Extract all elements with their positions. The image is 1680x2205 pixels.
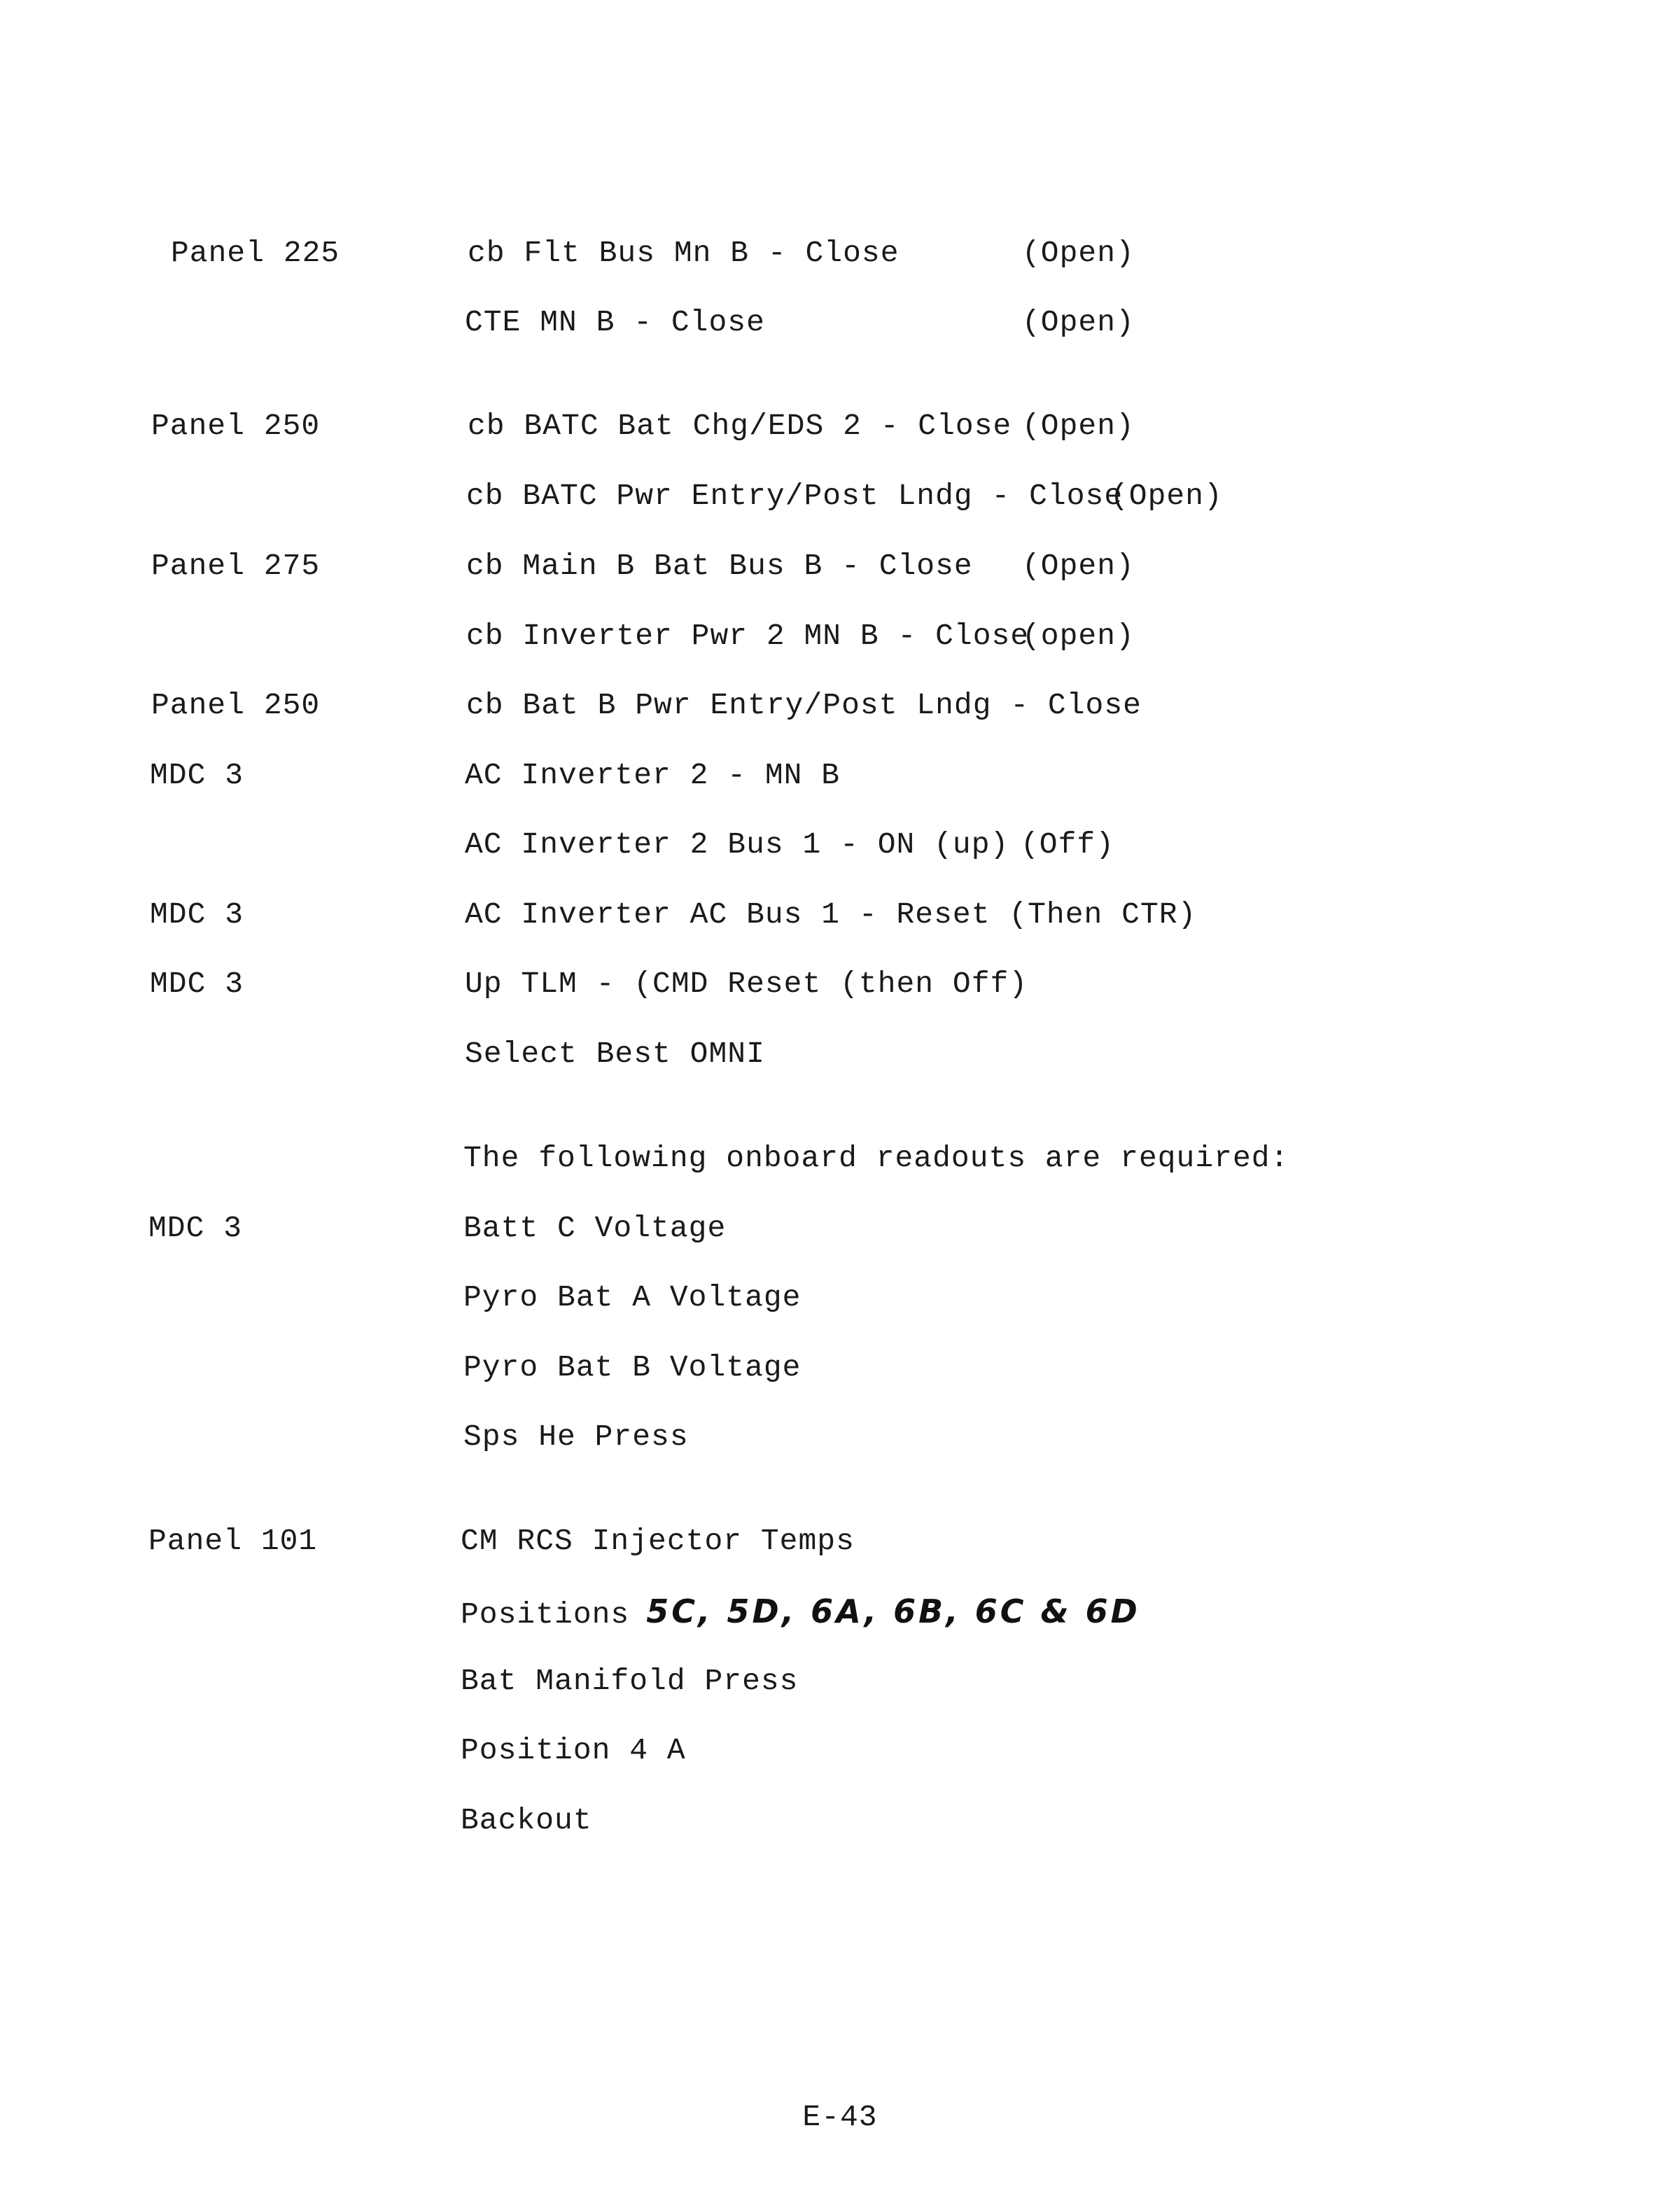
prior-state: (Open) <box>1022 236 1135 270</box>
step-text: cb Inverter Pwr 2 MN B - Close <box>466 619 1030 653</box>
section-heading: The following onboard readouts are required: <box>463 1141 1289 1175</box>
panel-label: Panel 250 <box>151 688 321 722</box>
page-number: E-43 <box>802 2100 878 2134</box>
panel-label: Panel 275 <box>151 549 321 583</box>
step-text: cb Main B Bat Bus B - Close <box>466 549 973 583</box>
step-text: AC Inverter AC Bus 1 - Reset (Then CTR) <box>465 897 1197 932</box>
step-text: cb Flt Bus Mn B - Close <box>468 236 899 270</box>
readout-item: Pyro Bat B Voltage <box>463 1350 802 1385</box>
panel-label: MDC 3 <box>150 897 244 932</box>
panel-label: Panel 225 <box>171 236 340 270</box>
handwritten-positions: 5C, 5D, 6A, 6B, 6C & 6D <box>646 1592 1140 1630</box>
readout-item: CM RCS Injector Temps <box>461 1524 855 1558</box>
panel-label: Panel 101 <box>148 1524 318 1558</box>
step-text: cb BATC Pwr Entry/Post Lndg - Close <box>466 479 1124 513</box>
step-text: Up TLM - (CMD Reset (then Off) <box>465 967 1028 1001</box>
readout-item: Sps He Press <box>463 1420 689 1454</box>
step-text: AC Inverter 2 - MN B <box>465 758 841 792</box>
readout-item: Backout <box>461 1803 592 1837</box>
positions-label: Positions <box>461 1597 630 1632</box>
panel-label: MDC 3 <box>150 758 244 792</box>
readout-item: Bat Manifold Press <box>461 1664 799 1698</box>
prior-state: (open) <box>1022 619 1135 653</box>
step-text: CTE MN B - Close <box>465 305 765 340</box>
readout-item: Position 4 A <box>461 1733 686 1768</box>
prior-state: (Open) <box>1022 549 1135 583</box>
readout-item: Pyro Bat A Voltage <box>463 1280 802 1315</box>
step-text: cb Bat B Pwr Entry/Post Lndg - Close <box>466 688 1142 722</box>
prior-state: (Off) <box>1021 827 1115 862</box>
panel-label: MDC 3 <box>148 1211 243 1245</box>
step-text: Select Best OMNI <box>465 1037 765 1071</box>
prior-state: (Open) <box>1022 409 1135 443</box>
readout-item: Batt C Voltage <box>463 1211 727 1245</box>
panel-label: Panel 250 <box>151 409 321 443</box>
readout-item <box>461 1590 1140 1636</box>
step-text: cb BATC Bat Chg/EDS 2 - Close <box>468 409 1012 443</box>
prior-state: (Open) <box>1022 305 1135 340</box>
panel-label: MDC 3 <box>150 967 244 1001</box>
step-text: AC Inverter 2 Bus 1 - ON (up) <box>465 827 1009 862</box>
prior-state: (Open) <box>1110 479 1223 513</box>
